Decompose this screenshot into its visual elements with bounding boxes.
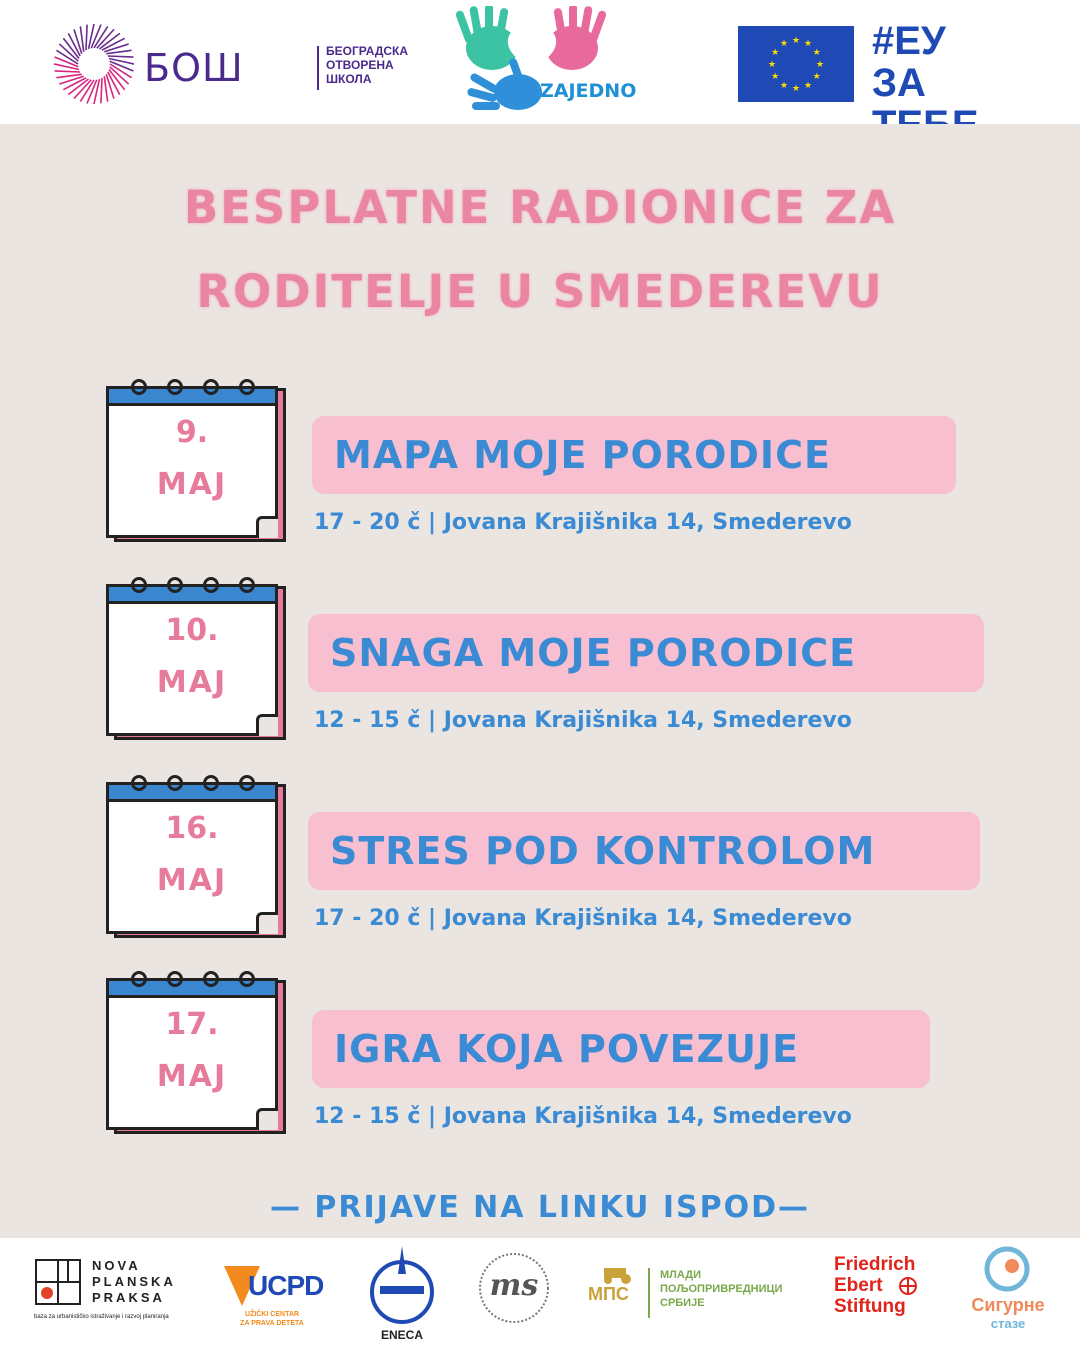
- event-item: [0, 578, 1080, 768]
- zajedno-logo: [452, 6, 652, 116]
- mps-line: ПОЉОПРИВРЕДНИЦИ: [660, 1283, 783, 1295]
- event-item: [0, 776, 1080, 966]
- ucpd-line: UŽIČKI CENTAR: [245, 1311, 299, 1318]
- zajedno-wordmark: ZAJEDNO: [540, 80, 637, 102]
- event-title: STRES POD KONTROLOM: [330, 829, 876, 873]
- svg-text:★: ★: [791, 36, 801, 46]
- bos-full-name: [326, 44, 408, 86]
- event-day: 9.: [175, 415, 209, 450]
- title-line: BESPLATNE RADIONICE ZA: [183, 181, 897, 234]
- mps-abbr: МПС: [588, 1284, 629, 1304]
- page-title: [40, 166, 1040, 334]
- svg-text:★: ★: [771, 72, 780, 82]
- event-title: IGRA KOJA POVEZUJE: [334, 1027, 800, 1071]
- event-time-location: 12 - 15 č | Jovana Krajišnika 14, Smederevo: [314, 708, 852, 733]
- bos-separator: [317, 46, 319, 90]
- svg-text:★: ★: [779, 39, 789, 50]
- friedrich-ebert-stiftung-logo: [834, 1254, 944, 1334]
- safe-line: Сигурне: [971, 1295, 1045, 1315]
- bos-abbreviation: БОШ: [144, 46, 244, 90]
- svg-text:★: ★: [812, 48, 821, 58]
- event-month: MAJ: [156, 467, 228, 502]
- eneca-name: ENECA: [380, 1328, 423, 1342]
- eu-flag-icon: [738, 26, 854, 102]
- calendar-icon: [104, 578, 292, 744]
- ucpd-line: ZA PRAVA DETETA: [240, 1320, 304, 1327]
- bos-line: ШКОЛА: [326, 72, 372, 86]
- sigurne-staze-logo: [958, 1244, 1058, 1344]
- svg-text:★: ★: [812, 72, 821, 82]
- partner-logos: [0, 1238, 1080, 1350]
- event-time-location: 17 - 20 č | Jovana Krajišnika 14, Smederevo: [314, 510, 852, 535]
- calendar-icon: [104, 776, 292, 942]
- mps-line: МЛАДИ: [660, 1269, 701, 1281]
- grid-square-icon: [34, 1258, 84, 1308]
- title-line: RODITELJE U SMEDEREVU: [196, 265, 884, 318]
- svg-text:★: ★: [803, 80, 813, 91]
- mps-logo: [588, 1264, 818, 1324]
- bos-sunburst-icon: [52, 22, 136, 106]
- event-day: 10.: [165, 613, 219, 648]
- event-title: SNAGA MOJE PORODICE: [330, 631, 857, 675]
- registration-link-callout[interactable]: — PRIJAVE NA LINKU ISPOD—: [269, 1190, 811, 1225]
- svg-text:★: ★: [771, 48, 780, 58]
- safe-line: стазе: [990, 1316, 1026, 1331]
- svg-text:★: ★: [767, 60, 777, 70]
- svg-text:★: ★: [791, 84, 801, 94]
- fes-line: Friedrich: [834, 1254, 916, 1275]
- ucpd-abbr: UCPD: [248, 1270, 324, 1301]
- event-title-pill: [312, 416, 956, 494]
- event-item: [0, 380, 1080, 570]
- fes-line: Ebert: [834, 1275, 883, 1296]
- header: [0, 0, 1080, 124]
- mps-line: СРБИЈЕ: [660, 1297, 705, 1309]
- calendar-icon: [104, 380, 292, 546]
- npp-line: PRAKSA: [92, 1290, 165, 1305]
- event-title-pill: [308, 614, 984, 692]
- event-title-pill: [308, 812, 980, 890]
- safe-paths-emblem-icon: [982, 1244, 1032, 1294]
- ms-school-logo: [476, 1250, 552, 1326]
- event-month: MAJ: [156, 863, 228, 898]
- bos-line: БЕОГРАДСКА: [326, 44, 409, 58]
- ms-abbr: ms: [489, 1268, 539, 1303]
- bos-line: ОТВОРЕНА: [326, 58, 394, 72]
- main-panel: [0, 124, 1080, 1238]
- eneca-emblem-icon: [360, 1244, 444, 1328]
- event-day: 17.: [165, 1007, 219, 1042]
- fes-line: Stiftung: [834, 1296, 906, 1317]
- event-title: MAPA MOJE PORODICE: [334, 433, 831, 477]
- tractor-icon: [596, 1264, 642, 1284]
- fes-globe-icon: [898, 1276, 918, 1296]
- npp-line: PLANSKA: [92, 1274, 176, 1289]
- eu-slogan-line: ЗА: [872, 61, 926, 105]
- npp-line: NOVA: [92, 1258, 141, 1273]
- calendar-icon: [104, 972, 292, 1138]
- eu-logo: [738, 19, 1038, 105]
- bos-logo: [52, 18, 409, 110]
- event-month: MAJ: [156, 665, 228, 700]
- event-month: MAJ: [156, 1059, 228, 1094]
- event-title-pill: [312, 1010, 930, 1088]
- event-day: 16.: [165, 811, 219, 846]
- event-time-location: 12 - 15 č | Jovana Krajišnika 14, Smederevo: [314, 1104, 852, 1129]
- ucpd-logo: [222, 1248, 322, 1334]
- svg-text:★: ★: [803, 39, 813, 50]
- eu-slogan-line: #ЕУ: [872, 19, 946, 63]
- svg-text:★: ★: [815, 60, 825, 70]
- eneca-logo: [360, 1244, 444, 1344]
- nova-planska-praksa-logo: [34, 1258, 184, 1328]
- event-time-location: 17 - 20 č | Jovana Krajišnika 14, Smederevo: [314, 906, 852, 931]
- mps-separator: [648, 1268, 650, 1318]
- event-item: [0, 972, 1080, 1162]
- svg-text:★: ★: [779, 80, 789, 91]
- npp-tagline: baza za urbanističko istraživanje i razvoj planiranja: [34, 1314, 169, 1320]
